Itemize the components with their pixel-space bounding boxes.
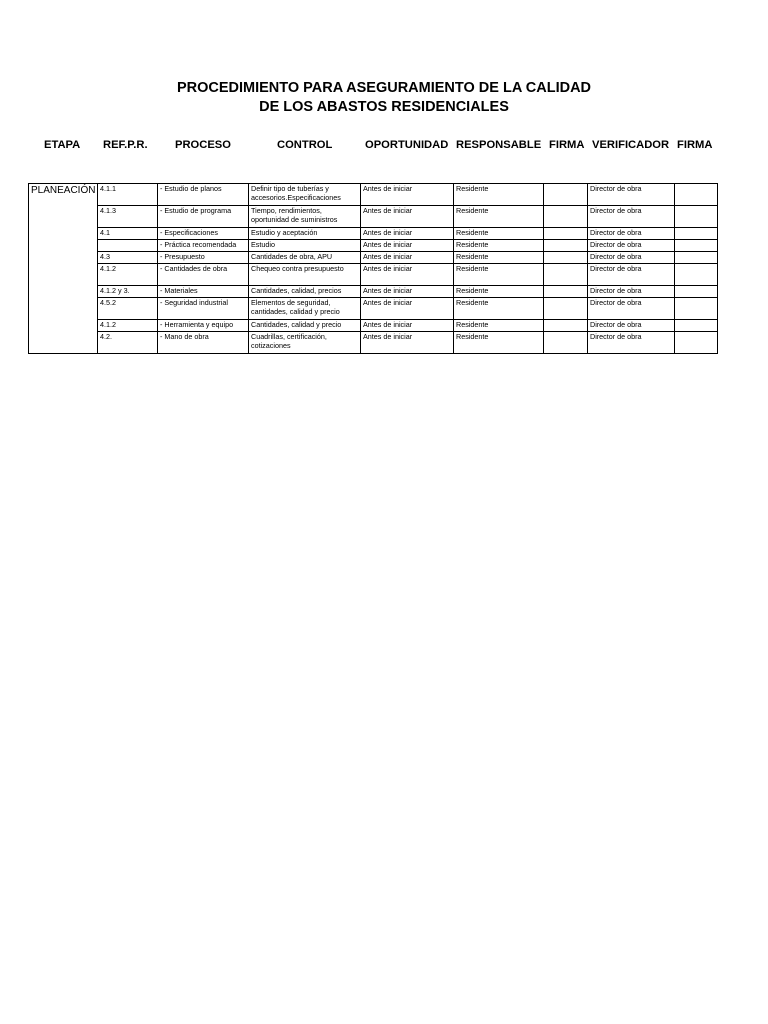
ref-cell: 4.1.3: [98, 206, 158, 228]
proceso-cell: - Estudio de planos: [158, 184, 249, 206]
control-cell: Cuadrillas, certificación, cotizaciones: [249, 332, 361, 354]
table-body: [29, 184, 718, 354]
oportunidad-cell: Antes de iniciar: [361, 184, 454, 206]
etapa-cell: PLANEACIÓN: [29, 184, 98, 354]
control-cell: Estudio: [249, 240, 361, 252]
title-line-1: PROCEDIMIENTO PARA ASEGURAMIENTO DE LA CALIDAD: [176, 80, 592, 96]
table-row: [29, 184, 718, 206]
header-control: CONTROL: [277, 139, 333, 151]
firma-verificador-cell: [675, 184, 718, 206]
responsable-cell: Residente: [454, 264, 544, 286]
header-firma-2: FIRMA: [677, 139, 713, 151]
firma-verificador-cell: [675, 206, 718, 228]
control-cell: Elementos de seguridad, cantidades, calidad y precio: [249, 298, 361, 320]
oportunidad-cell: Antes de iniciar: [361, 228, 454, 240]
ref-cell: 4.5.2: [98, 298, 158, 320]
firma-cell: [544, 240, 588, 252]
firma-cell: [544, 320, 588, 332]
firma-cell: [544, 184, 588, 206]
responsable-cell: Residente: [454, 228, 544, 240]
firma-verificador-cell: [675, 228, 718, 240]
table-row: [29, 320, 718, 332]
responsable-cell: Residente: [454, 286, 544, 298]
oportunidad-cell: Antes de iniciar: [361, 286, 454, 298]
ref-cell: 4.1.2: [98, 264, 158, 286]
proceso-cell: - Seguridad industrial: [158, 298, 249, 320]
oportunidad-cell: Antes de iniciar: [361, 240, 454, 252]
proceso-cell: - Herramienta y equipo: [158, 320, 249, 332]
proceso-cell: - Práctica recomendada: [158, 240, 249, 252]
firma-verificador-cell: [675, 264, 718, 286]
firma-cell: [544, 228, 588, 240]
table-row: [29, 332, 718, 354]
header-etapa: ETAPA: [44, 139, 81, 151]
responsable-cell: Residente: [454, 332, 544, 354]
verificador-cell: Director de obra: [588, 240, 675, 252]
ref-cell: 4.2.: [98, 332, 158, 354]
verificador-cell: Director de obra: [588, 228, 675, 240]
control-cell: Chequeo contra presupuesto: [249, 264, 361, 286]
control-cell: Cantidades, calidad, precios: [249, 286, 361, 298]
responsable-cell: Residente: [454, 298, 544, 320]
control-cell: Tiempo, rendimientos, oportunidad de suministros: [249, 206, 361, 228]
column-headers: [0, 139, 768, 155]
firma-cell: [544, 206, 588, 228]
verificador-cell: Director de obra: [588, 206, 675, 228]
control-cell: Estudio y aceptación: [249, 228, 361, 240]
control-cell: Cantidades de obra, APU: [249, 252, 361, 264]
proceso-cell: - Especificaciones: [158, 228, 249, 240]
verificador-cell: Director de obra: [588, 286, 675, 298]
procedure-table: [28, 183, 718, 354]
firma-cell: [544, 264, 588, 286]
ref-cell: 4.1.1: [98, 184, 158, 206]
firma-cell: [544, 298, 588, 320]
table-row: [29, 240, 718, 252]
oportunidad-cell: Antes de iniciar: [361, 264, 454, 286]
oportunidad-cell: Antes de iniciar: [361, 332, 454, 354]
firma-verificador-cell: [675, 252, 718, 264]
proceso-cell: - Mano de obra: [158, 332, 249, 354]
table-row: [29, 264, 718, 286]
verificador-cell: Director de obra: [588, 298, 675, 320]
oportunidad-cell: Antes de iniciar: [361, 252, 454, 264]
header-proceso: PROCESO: [175, 139, 231, 151]
verificador-cell: Director de obra: [588, 332, 675, 354]
firma-verificador-cell: [675, 298, 718, 320]
responsable-cell: Residente: [454, 320, 544, 332]
oportunidad-cell: Antes de iniciar: [361, 298, 454, 320]
header-responsable: RESPONSABLE: [456, 139, 542, 151]
header-verificador: VERIFICADOR: [592, 139, 670, 151]
verificador-cell: Director de obra: [588, 264, 675, 286]
firma-verificador-cell: [675, 240, 718, 252]
table-row: [29, 298, 718, 320]
firma-cell: [544, 286, 588, 298]
firma-cell: [544, 332, 588, 354]
ref-cell: 4.1.2: [98, 320, 158, 332]
responsable-cell: Residente: [454, 184, 544, 206]
control-cell: Definir tipo de tuberías y accesorios.Especificaciones: [249, 184, 361, 206]
title-line-2: DE LOS ABASTOS RESIDENCIALES: [259, 99, 509, 115]
proceso-cell: - Materiales: [158, 286, 249, 298]
ref-cell: [98, 240, 158, 252]
ref-cell: 4.1: [98, 228, 158, 240]
table-row: [29, 286, 718, 298]
verificador-cell: Director de obra: [588, 252, 675, 264]
proceso-cell: - Estudio de programa: [158, 206, 249, 228]
responsable-cell: Residente: [454, 252, 544, 264]
responsable-cell: Residente: [454, 240, 544, 252]
firma-verificador-cell: [675, 332, 718, 354]
oportunidad-cell: Antes de iniciar: [361, 320, 454, 332]
proceso-cell: - Cantidades de obra: [158, 264, 249, 286]
oportunidad-cell: Antes de iniciar: [361, 206, 454, 228]
header-oportunidad: OPORTUNIDAD: [365, 139, 449, 151]
ref-cell: 4.3: [98, 252, 158, 264]
verificador-cell: Director de obra: [588, 320, 675, 332]
verificador-cell: Director de obra: [588, 184, 675, 206]
control-cell: Cantidades, calidad y precio: [249, 320, 361, 332]
document-title: [0, 79, 768, 117]
table-row: [29, 252, 718, 264]
firma-verificador-cell: [675, 320, 718, 332]
header-ref: REF.P.R.: [103, 139, 148, 151]
table-row: [29, 206, 718, 228]
table-row: [29, 228, 718, 240]
responsable-cell: Residente: [454, 206, 544, 228]
firma-verificador-cell: [675, 286, 718, 298]
firma-cell: [544, 252, 588, 264]
proceso-cell: - Presupuesto: [158, 252, 249, 264]
ref-cell: 4.1.2 y 3.: [98, 286, 158, 298]
header-firma-1: FIRMA: [549, 139, 585, 151]
